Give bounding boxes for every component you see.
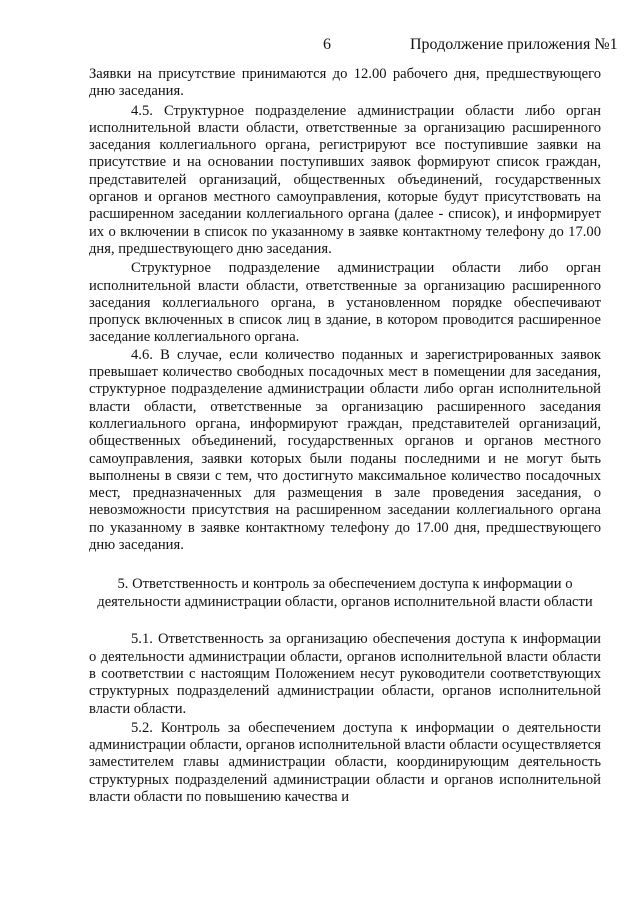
paragraph-5-1: 5.1. Ответственность за организацию обеспечения доступа к информации о деятельности администрации области, органов исполнительной власти области в соответствии с настоящим Положением несут руководители соответствующих структурных подразделений администрации области, органов исполнительной власти области. [89, 631, 601, 717]
body-text [89, 66, 601, 806]
paragraph-applications-deadline: Заявки на присутствие принимаются до 12.00 рабочего дня, предшествующего дню заседания. [89, 66, 601, 100]
paragraph-access-pass: Структурное подразделение администрации области либо орган исполнительной власти области, ответственные за организацию расширенного заседания коллегиального органа, в установленном порядке обеспечивают пропуск включенных в список лиц в здание, в котором проводится расширенное заседание коллегиального органа. [89, 260, 601, 346]
page-number: 6 [323, 36, 331, 53]
paragraph-4-6: 4.6. В случае, если количество поданных и зарегистрированных заявок превышает количество свободных посадочных мест в помещении для заседания, структурное подразделение администрации области либо орган исполнительной власти области, ответственные за организацию расширенного заседания коллегиального органа, информируют граждан, представителей организаций, общественных объединений, государственных органов и органов местного самоуправления, заявки которых были поданы последними и не могут быть выполнены в связи с тем, что достигнуто максимальное количество посадочных мест, предназначенных для размещения в зале проведения заседания, о невозможности присутствия на расширенном заседании коллегиального органа по указанному в заявке контактному телефону до 17.00 дня, предшествующего дню заседания. [89, 346, 601, 554]
continuation-header: Продолжение приложения №1 [410, 36, 618, 53]
section-5-title: 5. Ответственность и контроль за обеспечением доступа к информации о деятельности администрации области, органов исполнительной власти области [97, 576, 593, 610]
paragraph-4-5: 4.5. Структурное подразделение администрации области либо орган исполнительной власти области, ответственные за организацию расширенного заседания коллегиального органа, регистрируют все поступившие заявки на присутствие и на основании поступивших заявок формируют список граждан, представителей организаций, общественных объединений, государственных органов и органов местного самоуправления, которые будут присутствовать на расширенном заседании коллегиального органа (далее - список), и информирует их о включении в список по указанному в заявке контактному телефону до 17.00 дня, предшествующего дню заседания. [89, 102, 601, 257]
paragraph-5-2: 5.2. Контроль за обеспечением доступа к информации о деятельности администрации области, органов исполнительной власти области осуществляется заместителем главы администрации области, координирующим деятельность структурных подразделений администрации области и органов исполнительной власти области по повышению качества и [89, 719, 601, 805]
